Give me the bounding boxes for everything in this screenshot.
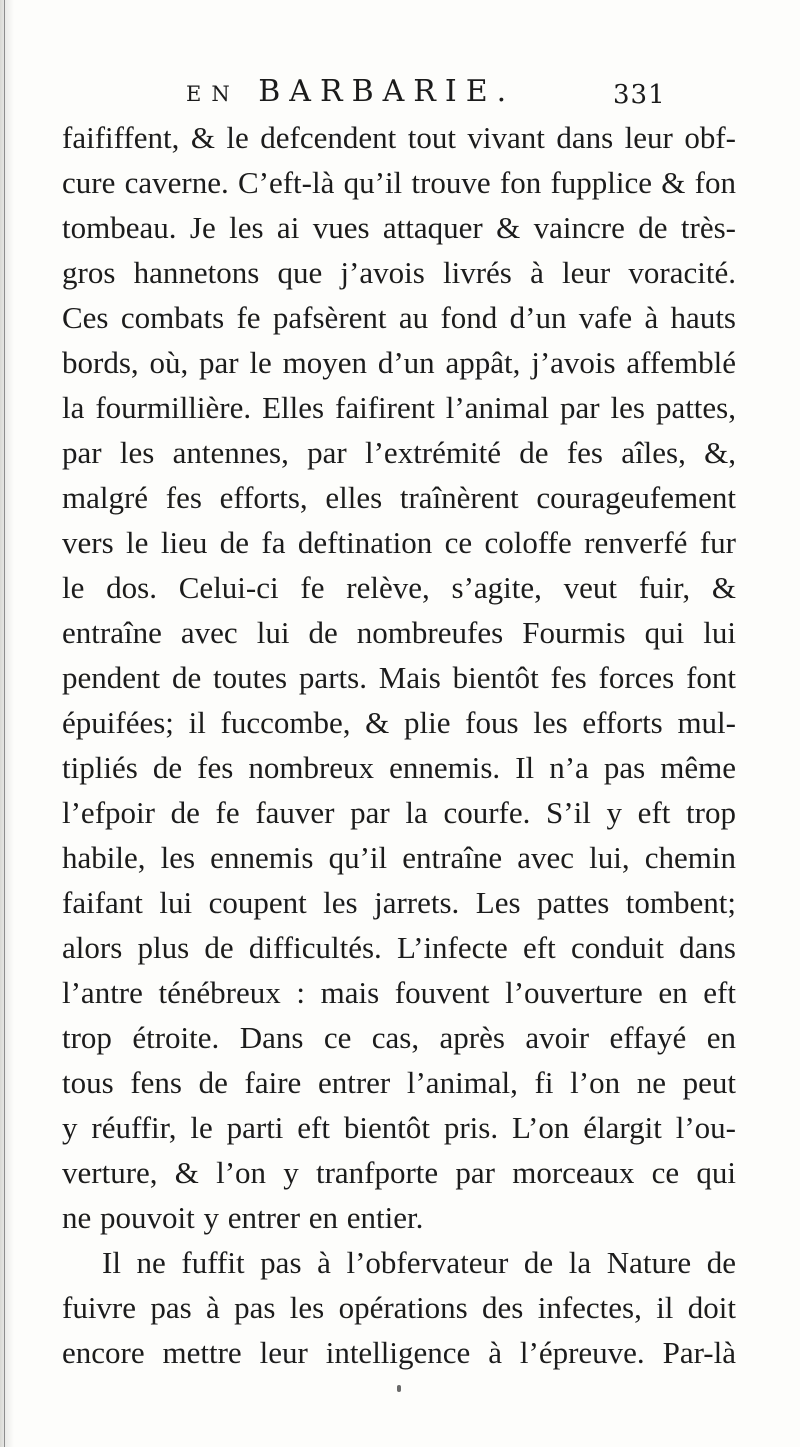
text-line-6: bords, où, par le moyen d’un appât, j’avois affemblé [62, 345, 736, 380]
page-binding-edge [4, 0, 5, 1447]
text-line-1: faififfent, & le defcendent tout vivant dans leur obf- [62, 120, 736, 155]
text-line-10: vers le lieu de fa deftination ce coloffe renverfé fur [62, 525, 736, 560]
text-line-13: pendent de toutes parts. Mais bientôt fes forces font [62, 660, 736, 695]
text-line-11: le dos. Celui-ci fe relève, s’agite, veut fuir, & [62, 570, 736, 605]
text-line-9: malgré fes efforts, elles traînèrent courageufement [62, 480, 736, 515]
running-head-title [186, 72, 515, 114]
text-line-15: tipliés de fes nombreux ennemis. Il n’a pas même [62, 750, 736, 785]
text-line-14: épuifées; il fuccombe, & plie fous les efforts mul- [62, 705, 736, 740]
text-line-20: l’antre ténébreux : mais fouvent l’ouverture en eft [62, 975, 736, 1010]
text-line-8: par les antennes, par l’extrémité de fes aîles, &, [62, 435, 736, 470]
running-head-barbarie: BARBARIE. [258, 74, 516, 109]
text-line-5: Ces combats fe pafsèrent au fond d’un vafe à hauts [62, 300, 736, 335]
text-line-16: l’efpoir de fe fauver par la courfe. S’il y eft trop [62, 795, 736, 830]
text-line-7: la fourmillière. Elles faifirent l’animal par les pattes, [62, 390, 736, 425]
text-line-12: entraîne avec lui de nombreufes Fourmis qui lui [62, 615, 736, 650]
text-line-26: Il ne fuffit pas à l’obfervateur de la Nature de [102, 1245, 736, 1280]
page-binding-shadow [0, 0, 14, 1447]
text-line-21: trop étroite. Dans ce cas, après avoir effayé en [62, 1020, 736, 1055]
text-line-23: y réuffir, le parti eft bientôt pris. L’on élargit l’ou- [62, 1110, 736, 1145]
text-line-17: habile, les ennemis qu’il entraîne avec lui, chemin [62, 840, 736, 875]
ink-speck [397, 1385, 401, 1392]
page-number: 331 [613, 80, 666, 110]
running-head-en: EN [186, 82, 240, 106]
text-line-19: alors plus de difficultés. L’infecte eft conduit dans [62, 930, 736, 965]
text-line-3: tombeau. Je les ai vues attaquer & vaincre de très- [62, 210, 736, 245]
text-line-27: fuivre pas à pas les opérations des infectes, il doit [62, 1290, 736, 1325]
text-line-25: ne pouvoit y entrer en entier. [62, 1200, 424, 1235]
text-line-24: verture, & l’on y tranfporte par morceaux ce qui [62, 1155, 736, 1190]
running-head [0, 72, 800, 112]
text-line-2: cure caverne. C’eft-là qu’il trouve fon fupplice & fon [62, 165, 736, 200]
text-line-22: tous fens de faire entrer l’animal, fi l’on ne peut [62, 1065, 736, 1100]
text-line-4: gros hannetons que j’avois livrés à leur voracité. [62, 255, 736, 290]
text-line-18: faifant lui coupent les jarrets. Les pattes tombent; [62, 885, 736, 920]
text-line-28: encore mettre leur intelligence à l’épreuve. Par-là [62, 1335, 736, 1370]
